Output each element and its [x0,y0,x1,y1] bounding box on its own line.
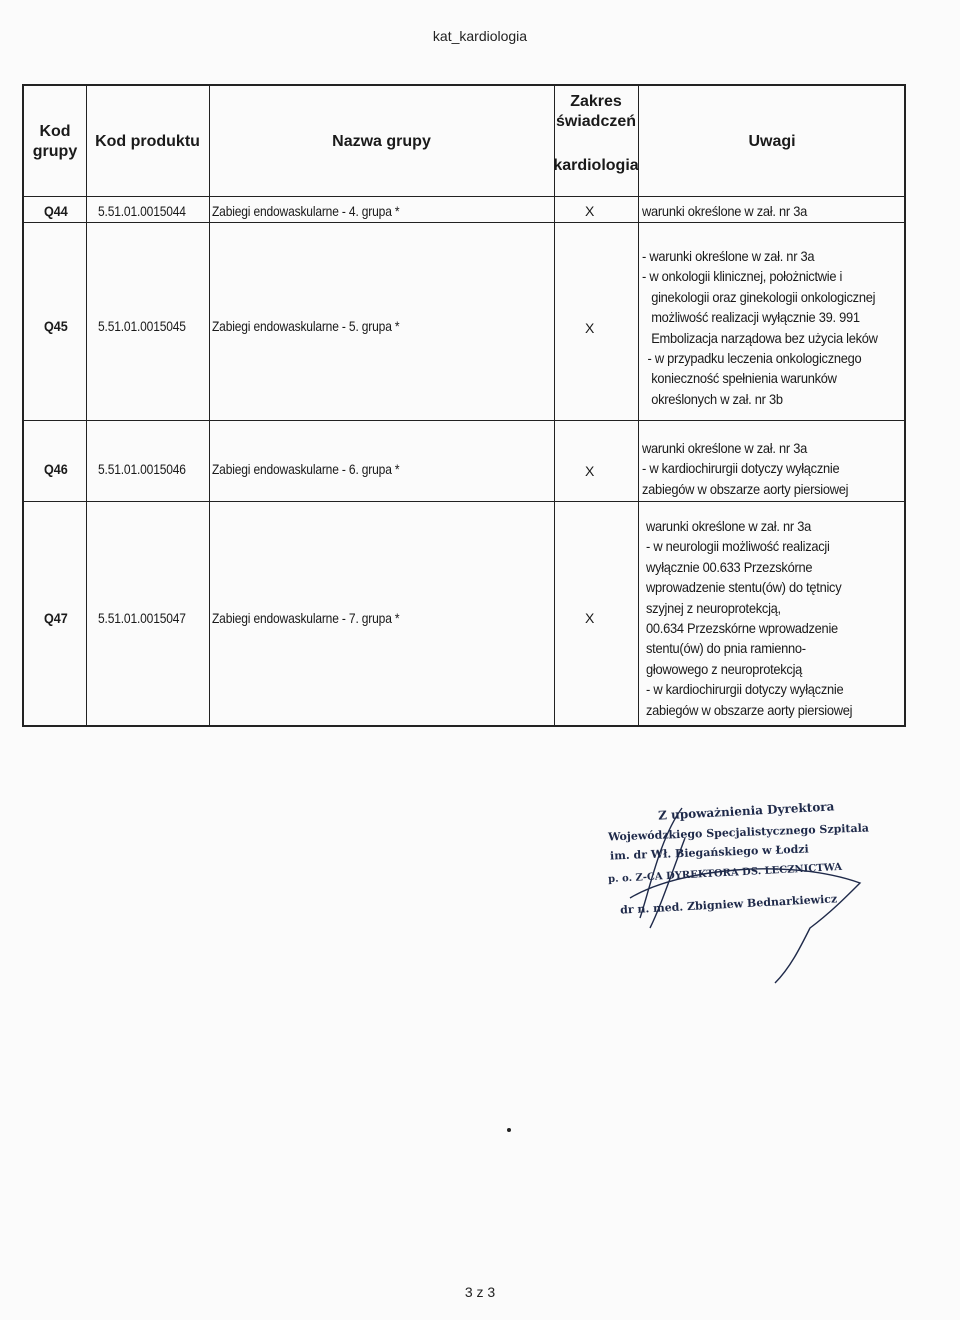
row-q46-nazwa: Zabiegi endowaskularne - 6. grupa * [212,461,400,477]
uwagi-line: 00.634 Przezskórne wprowadzenie [646,620,838,637]
row-q44-kod: Q44 [44,203,68,219]
handwritten-signature [590,798,880,988]
uwagi-line: stentu(ów) do pnia ramienno- [646,640,806,657]
row-q44-produkt: 5.51.01.0015044 [98,203,186,219]
col-divider [86,86,87,725]
uwagi-line: - warunki określone w zał. nr 3a [642,248,815,264]
row-q46-uwagi [642,438,848,499]
document-header-title: kat_kardiologia [432,28,528,44]
header-uwagi: Uwagi [748,133,796,150]
uwagi-line: ginekologii oraz ginekologii onkologicznej [651,288,876,305]
groups-table [22,84,906,727]
uwagi-line: warunki określone w zał. nr 3a [642,440,807,456]
header-zakres: Zakres świadczeń [555,93,637,130]
uwagi-line: - w kardiochirurgii dotyczy wyłącznie [646,681,844,698]
row-q47-kod: Q47 [44,610,68,626]
stamp-line-3: im. dr Wł. Biegańskiego w Łodzi [609,842,809,863]
row-q47-produkt: 5.51.01.0015047 [98,610,186,626]
row-q44-nazwa: Zabiegi endowaskularne - 4. grupa * [212,203,400,219]
header-zakres-sub: kardiologia [553,157,639,174]
stamp-line-4: p. o. Z-CA DYREKTORA DS. LECZNICTWA [607,861,843,886]
row-q45-uwagi [642,246,878,409]
row-divider [24,420,904,421]
page-number: 3 z 3 [464,1284,496,1300]
row-q45-produkt: 5.51.01.0015045 [98,318,186,334]
uwagi-line: szyjnej z neuroprotekcją, [646,599,781,616]
row-q46-kod: Q46 [44,461,68,477]
uwagi-line: - w przypadku leczenia onkologicznego [647,350,862,367]
uwagi-line: - w kardiochirurgii dotyczy wyłącznie [642,460,840,477]
official-stamp [590,798,880,988]
row-q47-zakres-x: X [585,610,595,626]
uwagi-line: określonych w zał. nr 3b [651,390,783,407]
row-q47-uwagi [646,516,852,720]
uwagi-line: - w neurologii możliwość realizacji [646,538,830,555]
uwagi-line: wprowadzenie stentu(ów) do tętnicy [646,579,842,596]
uwagi-line: warunki określone w zał. nr 3a [646,518,811,534]
row-divider [24,196,904,197]
header-kod-produktu: Kod produktu [95,133,200,150]
uwagi-line: możliwość realizacji wyłącznie 39. 991 [651,309,860,326]
row-divider [24,501,904,502]
stamp-line-2: Wojewódzkiego Specjalistycznego Szpitala [607,821,870,844]
row-q46-produkt: 5.51.01.0015046 [98,461,186,477]
row-q45-zakres-x: X [585,320,595,336]
col-divider [638,86,639,725]
uwagi-line: zabiegów w obszarze aorty piersiowej [642,480,849,497]
stamp-line-5: dr n. med. Zbigniew Bednarkiewicz [619,892,838,917]
uwagi-line: wyłącznie 00.633 Przezskórne [646,558,813,575]
row-divider [24,222,904,223]
header-kod-grupy: Kod grupy [32,123,78,160]
uwagi-line: konieczność spełnienia warunków [651,370,837,387]
col-divider [209,86,210,725]
row-q47-nazwa: Zabiegi endowaskularne - 7. grupa * [212,610,400,626]
row-q46-zakres-x: X [585,463,595,479]
uwagi-line: Embolizacja narządowa bez użycia leków [651,329,878,346]
row-q44-zakres-x: X [585,203,595,219]
header-nazwa-grupy: Nazwa grupy [332,133,431,150]
col-divider [554,86,555,725]
stamp-line-1: Z upoważnienia Dyrektora [657,799,835,823]
uwagi-line: głowowego z neuroprotekcją [646,660,803,677]
row-q45-nazwa: Zabiegi endowaskularne - 5. grupa * [212,318,400,334]
row-q45-kod: Q45 [44,318,68,334]
uwagi-line: zabiegów w obszarze aorty piersiowej [646,701,853,718]
stray-dot [507,1128,511,1132]
uwagi-line: - w onkologii klinicznej, położnictwie i [642,268,843,285]
uwagi-line: warunki określone w zał. nr 3a [642,203,807,219]
row-q44-uwagi [642,201,807,221]
